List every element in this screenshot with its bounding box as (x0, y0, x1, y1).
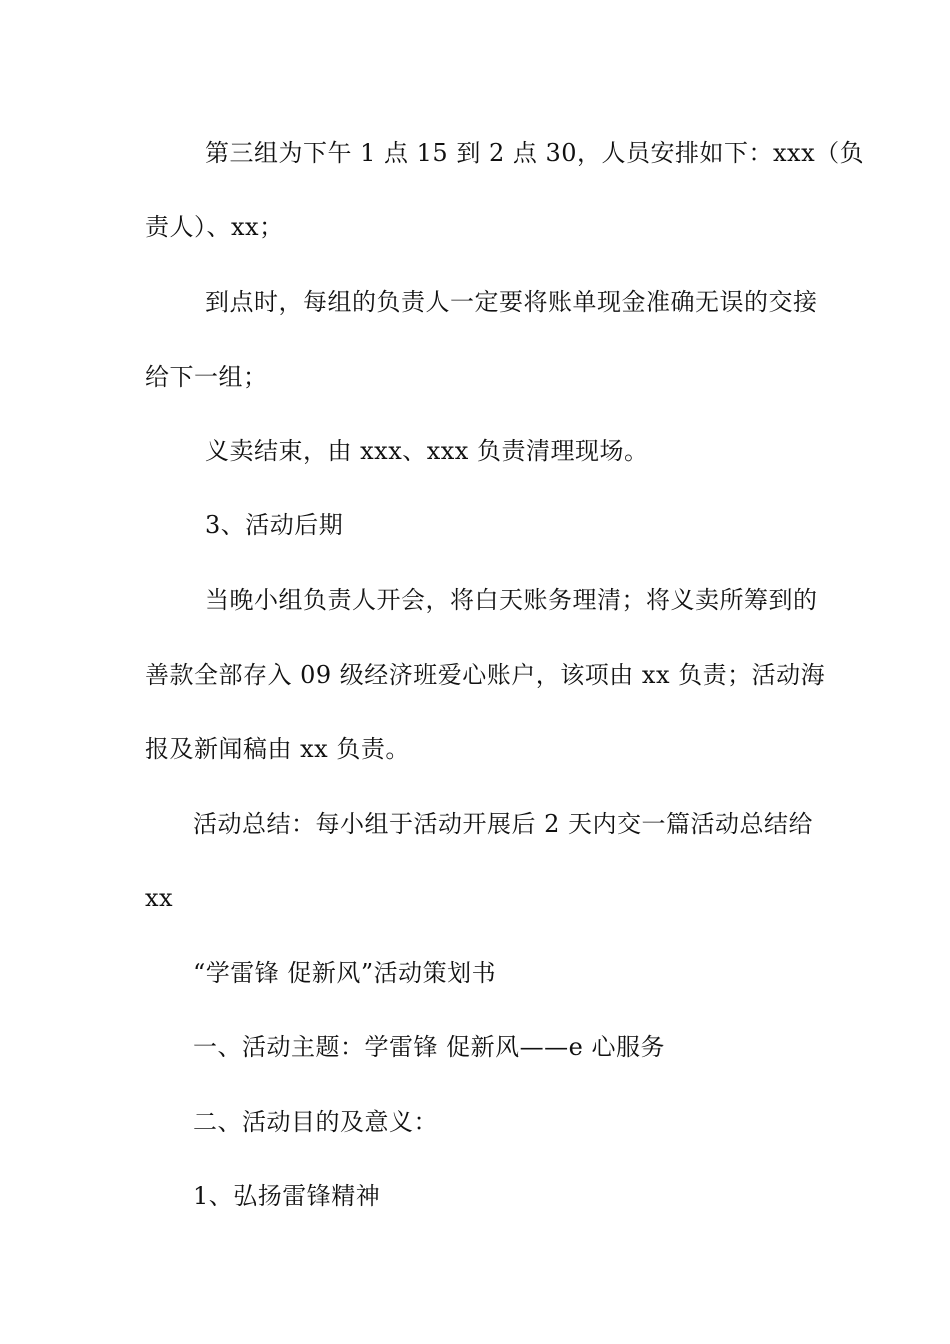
paragraph-line: xx (145, 884, 174, 912)
paragraph-line: 给下一组； (145, 363, 268, 391)
paragraph-line: 第三组为下午 1 点 15 到 2 点 30，人员安排如下：xxx（负 (205, 139, 865, 167)
document-title: “学雷锋 促新风”活动策划书 (193, 959, 497, 987)
paragraph-line: 到点时，每组的负责人一定要将账单现金准确无误的交接 (205, 288, 818, 316)
paragraph-line: 活动总结：每小组于活动开展后 2 天内交一篇活动总结给 (193, 810, 814, 838)
subsection-heading: 1、弘扬雷锋精神 (193, 1182, 381, 1210)
section-heading: 二、活动目的及意义： (193, 1108, 438, 1136)
paragraph-line: 当晚小组负责人开会，将白天账务理清；将义卖所筹到的 (205, 586, 818, 614)
paragraph-line: 报及新闻稿由 xx 负责。 (145, 735, 410, 763)
paragraph-line: 义卖结束，由 xxx、xxx 负责清理现场。 (205, 437, 649, 465)
section-heading: 3、活动后期 (205, 511, 344, 539)
paragraph-line: 善款全部存入 09 级经济班爱心账户，该项由 xx 负责；活动海 (145, 661, 826, 689)
section-heading: 一、活动主题：学雷锋 促新风——e 心服务 (193, 1033, 665, 1061)
paragraph-line: 责人）、xx； (145, 213, 284, 241)
